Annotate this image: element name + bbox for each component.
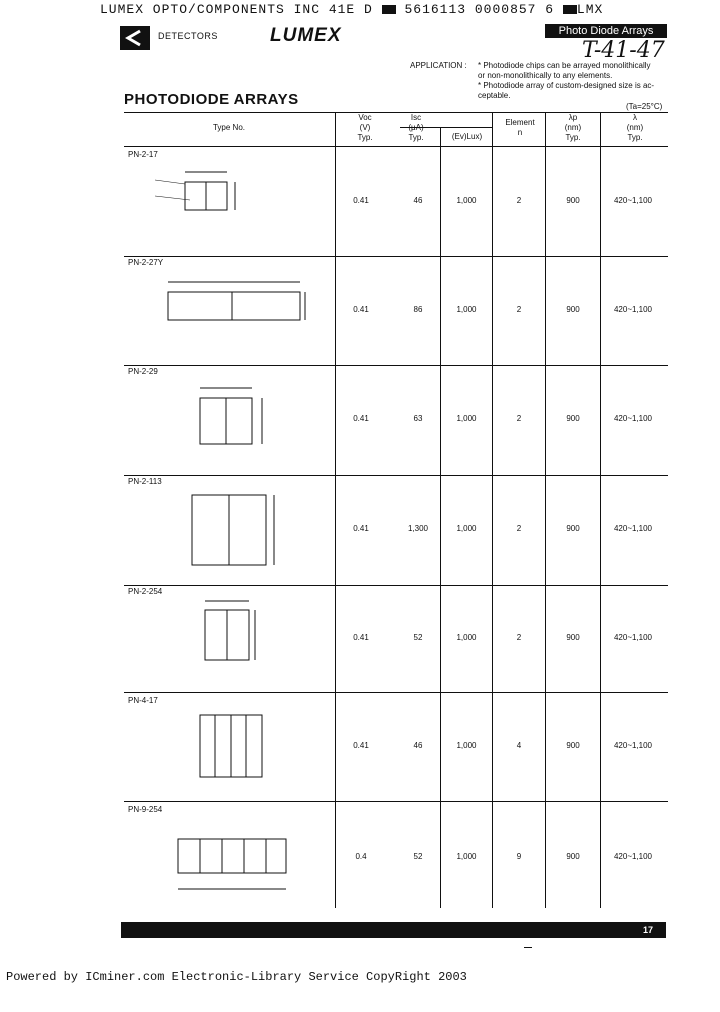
cell-voc: 0.41 [353, 741, 369, 750]
row-divider [124, 365, 668, 366]
col-lp-unit: (nm) [564, 123, 582, 132]
chip-diagram [170, 380, 290, 460]
row-type: PN-2-113 [128, 477, 162, 486]
chip-diagram [170, 703, 290, 793]
header-code-suffix: LMX [576, 2, 604, 17]
col-voc-sym: Voc [358, 113, 372, 122]
cell-lp: 900 [566, 414, 580, 423]
header-code: 5616113 0000857 6 [404, 2, 555, 17]
row-divider [124, 801, 668, 802]
col-element [497, 118, 543, 138]
barcode-block [382, 5, 396, 14]
row-type: PN-9-254 [128, 805, 163, 814]
cell-voc: 0.4 [355, 852, 367, 861]
cell-lambda: 420~1,100 [613, 414, 653, 423]
col-lambda [605, 113, 665, 143]
cell-lambda: 420~1,100 [613, 741, 653, 750]
cell-n: 9 [516, 852, 522, 861]
cell-voc: 0.41 [353, 414, 369, 423]
cell-lp: 900 [566, 633, 580, 642]
lumex-logo-icon [120, 26, 150, 50]
cell-lp: 900 [566, 196, 580, 205]
cell-lp: 900 [566, 305, 580, 314]
header-bottom-rule [124, 146, 668, 147]
col-element-n: n [517, 128, 523, 137]
page-number: 17 [643, 925, 654, 935]
application-text [478, 61, 688, 101]
cell-isc: 46 [413, 196, 423, 205]
col-voc-unit: (V) [359, 123, 371, 132]
application-line: ceptable. [478, 91, 511, 100]
row-divider [124, 256, 668, 257]
header-company: LUMEX OPTO/COMPONENTS INC 41E D [100, 2, 373, 17]
col-lambda-unit: (nm) [626, 123, 644, 132]
page-title: PHOTODIODE ARRAYS [124, 91, 299, 108]
cell-voc: 0.41 [353, 196, 369, 205]
handwritten-stamp: T-41-47 [582, 38, 665, 63]
cell-ev: 1,000 [456, 305, 477, 314]
chip-diagram [160, 270, 330, 330]
cell-ev: 1,000 [456, 633, 477, 642]
cell-lambda: 420~1,100 [613, 633, 653, 642]
application-line: * Photodiode chips can be arrayed monolithically [478, 61, 651, 70]
cell-ev: 1,000 [456, 741, 477, 750]
barcode-block [563, 5, 577, 14]
chip-diagram [170, 485, 300, 575]
cell-ev: 1,000 [456, 414, 477, 423]
application-line: * Photodiode array of custom-designed size is ac- [478, 81, 655, 90]
divider-mark [524, 947, 532, 948]
col-type: Type No. [212, 123, 245, 132]
cell-isc: 1,300 [407, 524, 429, 533]
cell-voc: 0.41 [353, 524, 369, 533]
application-line: or non-monolithically to any elements. [478, 71, 613, 80]
chip-diagram [170, 815, 310, 905]
column-divider [492, 112, 493, 908]
chip-diagram [175, 595, 285, 680]
col-voc [345, 113, 385, 143]
brand-logo: LUMEX [270, 25, 342, 46]
cell-isc: 52 [413, 633, 423, 642]
row-type: PN-4-17 [128, 696, 158, 705]
col-lp-sym: λp [568, 113, 578, 122]
col-lambda-sym: λ [633, 113, 637, 122]
cell-lambda: 420~1,100 [613, 196, 653, 205]
row-type: PN-2-27Y [128, 258, 164, 267]
cell-voc: 0.41 [353, 305, 369, 314]
footer-bar [121, 922, 666, 938]
cell-ev: 1,000 [456, 524, 477, 533]
row-type: PN-2-254 [128, 587, 163, 596]
cell-isc: 63 [413, 414, 423, 423]
col-lp-typ: Typ. [565, 133, 581, 142]
col-voc-typ: Typ. [357, 133, 373, 142]
row-divider [124, 692, 668, 693]
department-label: DETECTORS [158, 31, 218, 41]
col-ev: (Ev)Lux) [451, 132, 483, 141]
row-type: PN-2-29 [128, 367, 158, 376]
cell-n: 2 [516, 633, 522, 642]
cell-lp: 900 [566, 852, 580, 861]
column-divider [335, 112, 336, 908]
cell-ev: 1,000 [456, 196, 477, 205]
cell-voc: 0.41 [353, 633, 369, 642]
col-isc-sym: Isc [410, 113, 422, 122]
cell-lambda: 420~1,100 [613, 524, 653, 533]
powered-by-footer: Powered by ICminer.com Electronic-Library Service CopyRight 2003 [6, 970, 467, 984]
cell-isc: 46 [413, 741, 423, 750]
col-element-label: Element [505, 118, 535, 127]
cell-n: 2 [516, 196, 522, 205]
condition-note: (Ta=25°C) [626, 102, 663, 111]
row-divider [124, 475, 668, 476]
cell-n: 2 [516, 414, 522, 423]
cell-n: 4 [516, 741, 522, 750]
cell-n: 2 [516, 524, 522, 533]
chip-diagram [150, 160, 300, 230]
section-banner: Photo Diode Arrays [545, 24, 667, 38]
application-label: APPLICATION : [410, 61, 467, 70]
column-divider [600, 112, 601, 908]
row-divider [124, 585, 668, 586]
cell-ev: 1,000 [456, 852, 477, 861]
cell-n: 2 [516, 305, 522, 314]
cell-lp: 900 [566, 524, 580, 533]
col-isc [396, 113, 436, 143]
cell-isc: 86 [413, 305, 423, 314]
cell-lambda: 420~1,100 [613, 852, 653, 861]
cell-lambda: 420~1,100 [613, 305, 653, 314]
col-lp [550, 113, 596, 143]
col-isc-unit: (μA) [408, 123, 424, 132]
column-divider [440, 127, 441, 908]
col-isc-typ: Typ. [408, 133, 424, 142]
row-type: PN-2-17 [128, 150, 158, 159]
header-line [100, 2, 603, 17]
col-lambda-typ: Typ. [627, 133, 643, 142]
column-divider [545, 112, 546, 908]
cell-lp: 900 [566, 741, 580, 750]
cell-isc: 52 [413, 852, 423, 861]
